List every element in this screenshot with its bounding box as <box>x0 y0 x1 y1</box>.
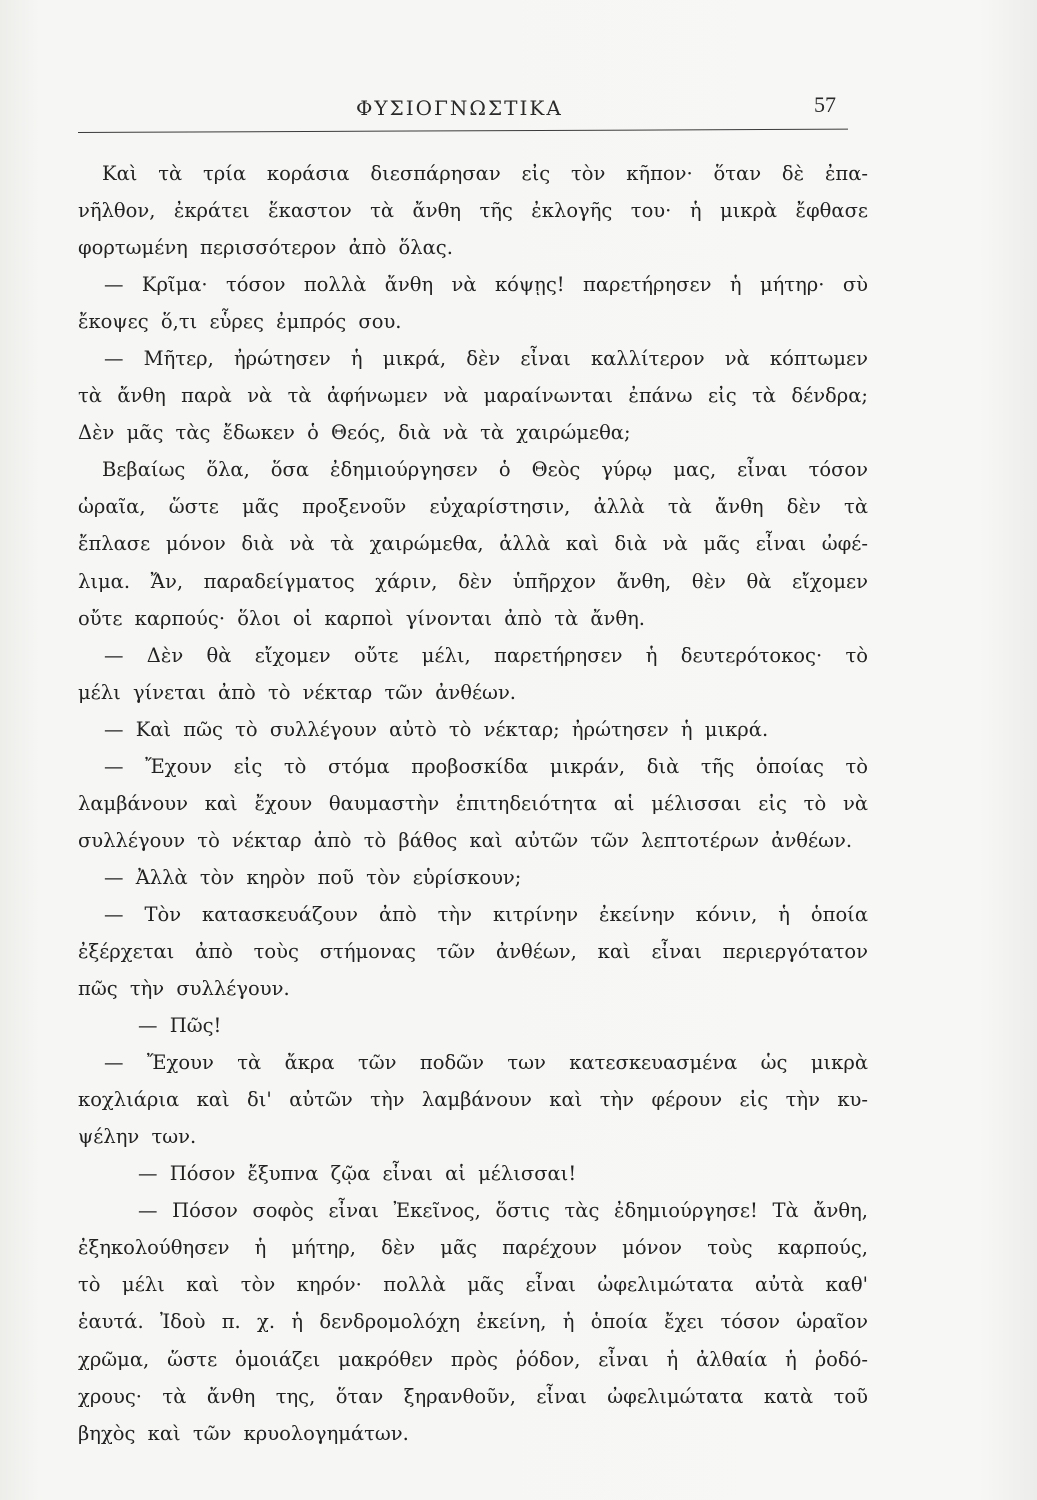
text-line: τὰ ἄνθη παρὰ νὰ τὰ ἀφήνωμεν νὰ μαραίνωνται ἐπάνω εἰς τὰ δένδρα; <box>78 384 868 408</box>
text-line: φορτωμένη περισσότερον ἀπὸ ὅλας. <box>78 236 453 260</box>
text-line: — Ἔχουν εἰς τὸ στόμα προβοσκίδα μικράν, διὰ τῆς ὁποίας τὸ <box>104 754 868 778</box>
text-line: Δὲν μᾶς τὰς ἔδωκεν ὁ Θεός, διὰ νὰ τὰ χαιρώμεθα; <box>78 421 631 445</box>
text-line: λαμβάνουν καὶ ἔχουν θαυμαστὴν ἐπιτηδειότητα αἱ μέλισσαι εἰς τὸ νὰ <box>78 791 868 815</box>
text-line: οὔτε καρπούς· ὅλοι οἱ καρποὶ γίνονται ἀπὸ τὰ ἄνθη. <box>78 606 645 630</box>
page-number: 57 <box>814 92 836 117</box>
text-line: — Τὸν κατασκευάζουν ἀπὸ τὴν κιτρίνην ἐκείνην κόνιν, ἡ ὁποία <box>104 902 868 926</box>
text-line: χρους· τὰ ἄνθη της, ὅταν ξηρανθοῦν, εἶναι ὠφελιμώτατα κατὰ τοῦ <box>78 1384 868 1408</box>
text-line: βηχὸς καὶ τῶν κρυολογημάτων. <box>78 1421 409 1445</box>
text-line: — Ἔχουν τὰ ἄκρα τῶν ποδῶν των κατεσκευασμένα ὡς μικρὰ <box>104 1051 868 1075</box>
text-line: μέλι γίνεται ἀπὸ τὸ νέκταρ τῶν ἀνθέων. <box>78 680 517 704</box>
text-line: ἐξηκολούθησεν ἡ μήτηρ, δὲν μᾶς παρέχουν μόνον τοὺς καρπούς, <box>78 1236 868 1260</box>
text-line: τὸ μέλι καὶ τὸν κηρόν· πολλὰ μᾶς εἶναι ὠφελιμώτατα αὐτὰ καθ' <box>78 1273 868 1297</box>
text-line: Βεβαίως ὅλα, ὅσα ἐδημιούργησεν ὁ Θεὸς γύρῳ μας, εἶναι τόσον <box>102 458 868 482</box>
header-rule <box>78 129 848 133</box>
text-line: ψέλην των. <box>78 1125 197 1149</box>
text-line: ἑαυτά. Ἰδοὺ π. χ. ἡ δενδρομολόχη ἐκείνη, ἡ ὁποία ἔχει τόσον ὡραῖον <box>78 1310 868 1334</box>
text-line: — Ἀλλὰ τὸν κηρὸν ποῦ τὸν εὑρίσκουν; <box>104 865 522 889</box>
text-line: νῆλθον, ἐκράτει ἕκαστον τὰ ἄνθη τῆς ἐκλογῆς του· ἡ μικρὰ ἔφθασε <box>78 199 868 223</box>
text-line: — Μῆτερ, ἠρώτησεν ἡ μικρά, δὲν εἶναι καλλίτερον νὰ κόπτωμεν <box>104 347 868 371</box>
body-text <box>78 155 868 1452</box>
text-line: — Δὲν θὰ εἴχομεν οὔτε μέλι, παρετήρησεν ἡ δευτερότοκος· τὸ <box>104 643 868 667</box>
text-line: συλλέγουν τὸ νέκταρ ἀπὸ τὸ βάθος καὶ αὐτῶν τῶν λεπτοτέρων ἀνθέων. <box>78 828 853 852</box>
text-line: ὡραῖα, ὥστε μᾶς προξενοῦν εὐχαρίστησιν, ἀλλὰ τὰ ἄνθη δὲν τὰ <box>78 495 868 519</box>
text-line: ἔπλασε μόνον διὰ νὰ τὰ χαιρώμεθα, ἀλλὰ καὶ διὰ νὰ μᾶς εἶναι ὠφέ- <box>78 532 868 556</box>
page-header <box>78 90 848 140</box>
text-line: ἔκοψες ὅ,τι εὗρες ἐμπρός σου. <box>78 310 402 334</box>
text-line: — Πῶς! <box>138 1014 222 1038</box>
text-line: — Καὶ πῶς τὸ συλλέγουν αὐτὸ τὸ νέκταρ; ἠρώτησεν ἡ μικρά. <box>104 717 769 741</box>
text-line: — Πόσον ἔξυπνα ζῷα εἶναι αἱ μέλισσαι! <box>138 1162 577 1186</box>
text-line: — Κρῖμα· τόσον πολλὰ ἄνθη νὰ κόψῃς! παρετήρησεν ἡ μήτηρ· σὺ <box>104 273 868 297</box>
text-line: χρῶμα, ὥστε ὁμοιάζει μακρόθεν πρὸς ῥόδον, εἶναι ἡ ἀλθαία ἡ ῥοδό- <box>78 1347 868 1371</box>
text-line: λιμα. Ἄν, παραδείγματος χάριν, δὲν ὑπῆρχον ἄνθη, θὲν θὰ εἴχομεν <box>78 569 868 593</box>
text-line: ἐξέρχεται ἀπὸ τοὺς στήμονας τῶν ἀνθέων, καὶ εἶναι περιεργότατον <box>78 939 868 963</box>
text-line: Καὶ τὰ τρία κοράσια διεσπάρησαν εἰς τὸν κῆπον· ὅταν δὲ ἐπα- <box>102 162 868 185</box>
text-line: κοχλιάρια καὶ δι' αὐτῶν τὴν λαμβάνουν καὶ τὴν φέρουν εἰς τὴν κυ- <box>78 1088 868 1112</box>
running-title: ΦΥΣΙΟΓΝΩΣΤΙΚΑ <box>356 96 563 120</box>
text-line: — Πόσον σοφὸς εἶναι Ἐκεῖνος, ὅστις τὰς ἐδημιούργησε! Τὰ ἄνθη, <box>138 1199 868 1223</box>
text-line: πῶς τὴν συλλέγουν. <box>78 977 290 1001</box>
